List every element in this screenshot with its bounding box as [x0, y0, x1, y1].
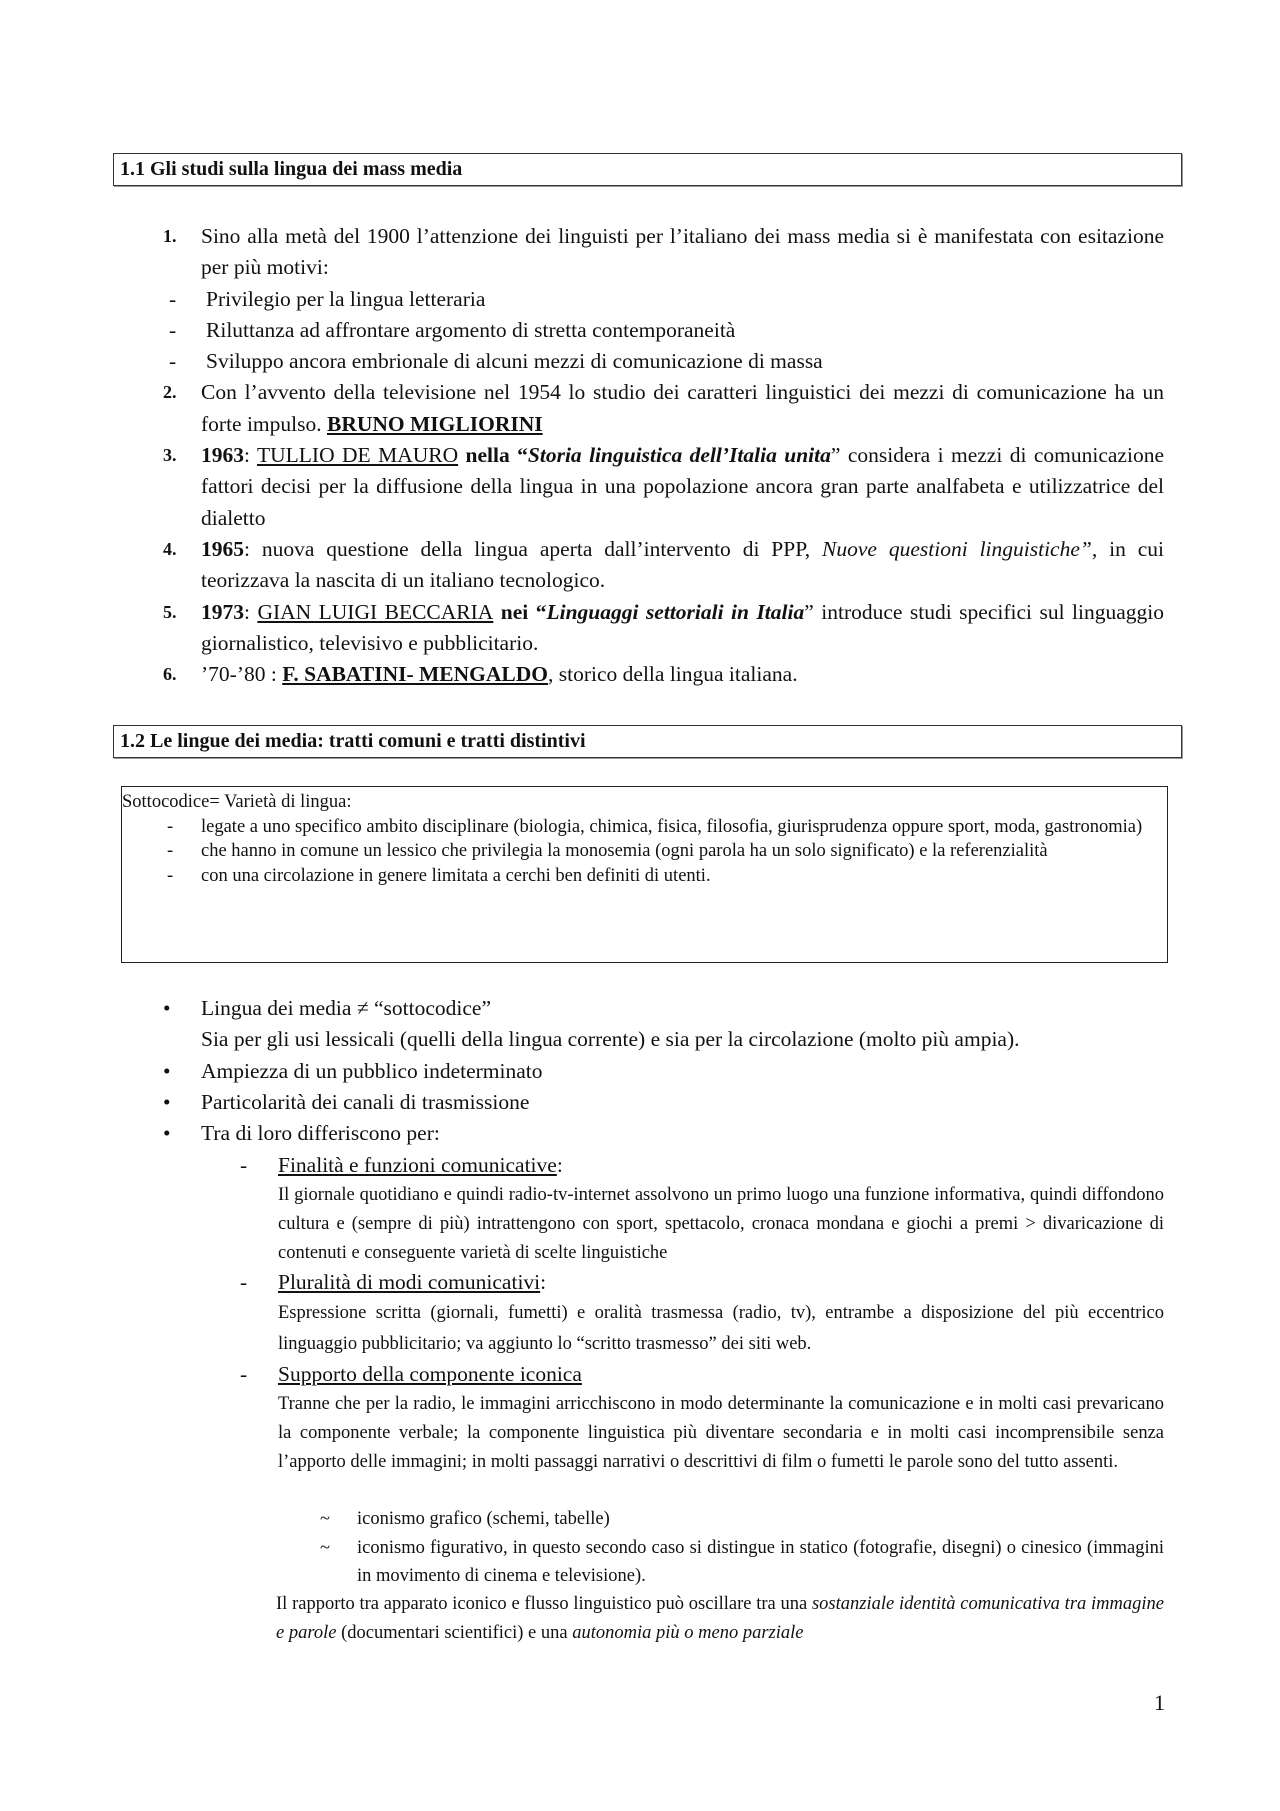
- list-item: [150, 659, 1164, 690]
- text: Sia per gli usi lessicali (quelli della lingua corrente) e sia per la circolazione (molto più ampia).: [201, 1027, 1020, 1052]
- dash-marker: -: [240, 1270, 248, 1294]
- bullet-icon: •: [163, 1058, 171, 1083]
- item-number: 4.: [163, 538, 177, 559]
- list-item: [150, 221, 1164, 284]
- item-number: 6.: [163, 664, 177, 685]
- reason-text: Sviluppo ancora embrionale di alcuni mezzi di comunicazione di massa: [206, 349, 823, 374]
- tilde-marker: ~: [320, 1537, 331, 1558]
- list-item: [150, 597, 1164, 660]
- text: iconismo figurativo, in questo secondo caso si distingue in statico (fotografie, disegni) o cinesico (immagini in movimento di cinema e televisione).: [357, 1537, 1164, 1586]
- year: 1963: [201, 443, 244, 468]
- text: :: [556, 1153, 563, 1177]
- list-item: [150, 284, 1164, 315]
- item-number: 5.: [163, 601, 177, 622]
- difference-text: Espressione scritta (giornali, fumetti) e oralità trasmessa (radio, tv), entrambe a disposizione del più eccentrico linguaggio pubblicitario; va aggiunto lo “scritto trasmesso” dei siti web.: [278, 1303, 1164, 1355]
- list-item: [150, 440, 1164, 534]
- dash-marker: -: [240, 1362, 248, 1386]
- difference-title: Pluralità di modi comunicativi: [278, 1270, 541, 1294]
- text: Particolarità dei canali di trasmissione: [201, 1089, 530, 1114]
- emphasis: autonomia più o meno parziale: [572, 1623, 804, 1643]
- list-item: [150, 346, 1164, 377]
- item-text: [201, 377, 1164, 440]
- difference-title-row: [236, 1359, 1164, 1390]
- iconism-item: [320, 1505, 1164, 1534]
- difference-item: [236, 1359, 1164, 1477]
- difference-text: Tranne che per la radio, le immagini arricchiscono in modo determinante la comunicazione e in molti casi prevaricano la componente verbale; la componente linguistica più diventare secondaria e in molti casi incomprensibile senza l’apporto delle immagini; in molti passaggi narrativi o descrittivi di film o fumetti le parole sono del tutto assenti.: [278, 1394, 1164, 1473]
- bullet-item: [150, 1056, 1164, 1087]
- book-title: Storia linguistica dell’Italia unita: [527, 443, 831, 468]
- text: :: [244, 599, 258, 624]
- text: Con l’avvento della televisione nel 1954 lo studio dei caratteri linguistici dei mezzi di comunicazione ha un forte impulso.: [201, 380, 1164, 436]
- author-name: TULLIO DE MAURO: [257, 443, 459, 468]
- reason-text: Privilegio per la lingua letteraria: [206, 286, 486, 311]
- bullet-item: [150, 993, 1164, 1056]
- list-item: [150, 377, 1164, 440]
- emphasis: sostanziale identità comunicativa tra immagine e parole: [276, 1594, 1164, 1643]
- text: Tra di loro differiscono per:: [201, 1121, 440, 1146]
- difference-item: [236, 1267, 1164, 1360]
- dash-marker: -: [240, 1153, 248, 1177]
- item-text: Sino alla metà del 1900 l’attenzione dei linguisti per l’italiano dei mass media si è manifestata con esitazione per più motivi:: [201, 224, 1164, 280]
- bullet-icon: •: [163, 996, 171, 1020]
- text: legate a uno specifico ambito disciplinare (biologia, chimica, fisica, filosofia, giurisprudenza oppure sport, moda, gastronomia): [201, 816, 1143, 837]
- definition-item: [122, 864, 1167, 889]
- text: Ampiezza di un pubblico indeterminato: [201, 1058, 543, 1083]
- list-item: [150, 315, 1164, 346]
- item-text: [201, 659, 1164, 690]
- difference-text: Il giornale quotidiano e quindi radio-tv-internet assolvono un primo luogo una funzione informativa, quindi diffondono cultura e (sempre di più) intrattengono con sport, spettacolo, cronaca mondana e giochi a premi > divaricazione di contenuti e conseguente varietà di scelte linguistiche: [278, 1185, 1164, 1264]
- item-number: 1.: [163, 226, 177, 246]
- definition-item: [122, 815, 1167, 840]
- section-1-list: [150, 221, 1164, 690]
- text: (documentari scientifici) e una: [336, 1623, 573, 1643]
- author-name: GIAN LUIGI BECCARIA: [257, 599, 494, 624]
- item-number: 3.: [163, 445, 177, 466]
- dash-marker: -: [167, 865, 174, 886]
- text: , storico della lingua italiana.: [548, 662, 798, 687]
- section-heading-1-2: 1.2 Le lingue dei media: tratti comuni e tratti distintivi: [113, 725, 1182, 758]
- difference-title-row: [236, 1267, 1164, 1298]
- item-text: [201, 534, 1164, 597]
- book-title: Nuove questioni linguistiche”,: [822, 536, 1098, 561]
- year: 1965: [201, 536, 244, 561]
- definition-box: [121, 786, 1168, 963]
- bullet-list: [150, 993, 1164, 1149]
- item-text: [201, 597, 1164, 660]
- dash-marker: -: [169, 286, 177, 311]
- dash-marker: -: [167, 841, 174, 861]
- closing-paragraph: [276, 1590, 1164, 1648]
- bullet-icon: •: [163, 1089, 171, 1114]
- text: :: [244, 443, 257, 468]
- difference-item: [236, 1150, 1164, 1268]
- iconism-list: [320, 1505, 1164, 1591]
- text: :: [540, 1270, 547, 1294]
- period: ’70-’80 :: [201, 662, 283, 687]
- definition-item: [122, 839, 1167, 864]
- list-item: [150, 534, 1164, 597]
- section-heading-1-1: 1.1 Gli studi sulla lingua dei mass media: [113, 153, 1182, 186]
- text: con una circolazione in genere limitata a cerchi ben definiti di utenti.: [201, 865, 711, 886]
- definition-title: Sottocodice= Varietà di lingua:: [122, 792, 352, 812]
- bullet-item: [150, 1118, 1164, 1149]
- text: in cui teorizzava la nascita di un italiano tecnologico.: [201, 536, 1164, 593]
- difference-title-row: [236, 1150, 1164, 1181]
- text: Il rapporto tra apparato iconico e flusso linguistico può oscillare tra una: [276, 1594, 812, 1614]
- item-text: [201, 440, 1164, 534]
- page-number: 1: [1154, 1690, 1165, 1715]
- author-name: BRUNO MIGLIORINI: [327, 411, 543, 436]
- text: : nuova questione della lingua aperta dall’intervento di PPP,: [244, 536, 823, 561]
- bullet-item: [150, 1087, 1164, 1118]
- text: iconismo grafico (schemi, tabelle): [357, 1509, 610, 1529]
- year: 1973: [201, 599, 244, 624]
- reason-text: Riluttanza ad affrontare argomento di stretta contemporaneità: [206, 317, 736, 342]
- dash-marker: -: [169, 317, 177, 342]
- text: che hanno in comune un lessico che privilegia la monosemia (ogni parola ha un solo significato) e la referenzialità: [201, 841, 1048, 861]
- tilde-marker: ~: [320, 1509, 331, 1529]
- text: ” considera i mezzi di comunicazione fattori decisi per la diffusione della lingua in una popolazione ancora gran parte analfabeta e utilizzatrice del dialetto: [201, 443, 1164, 530]
- book-title: Linguaggi settoriali in Italia: [546, 599, 805, 624]
- text: Lingua dei media ≠ “sottocodice”: [201, 996, 491, 1020]
- difference-title: Finalità e funzioni comunicative: [278, 1153, 557, 1177]
- text: nei “: [493, 599, 547, 624]
- dash-marker: -: [169, 349, 177, 374]
- difference-title: Supporto della componente iconica: [278, 1362, 582, 1386]
- item-number: 2.: [163, 382, 177, 403]
- text: nella “: [458, 443, 528, 468]
- bullet-icon: •: [163, 1121, 171, 1146]
- dash-marker: -: [167, 816, 174, 837]
- text: ” introduce studi specifici sul linguaggio giornalistico, televisivo e pubblicitario.: [201, 599, 1164, 655]
- author-name: F. SABATINI- MENGALDO: [282, 662, 549, 687]
- iconism-item: [320, 1534, 1164, 1591]
